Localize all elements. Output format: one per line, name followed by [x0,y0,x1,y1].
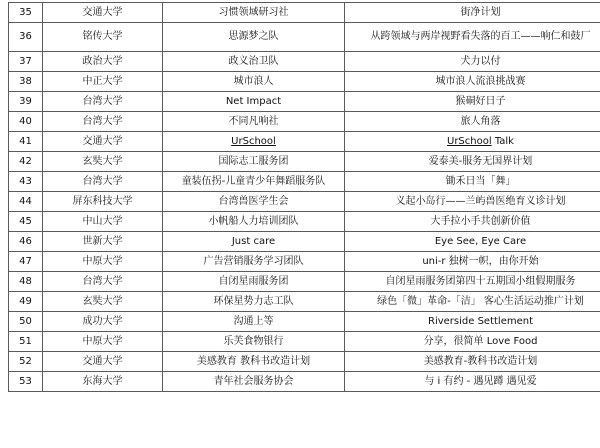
row-number-cell [9,252,43,272]
team-cell-text: 城市浪人 [233,75,274,87]
project-cell-text: 大手拉小手共创新价值 [430,215,531,227]
table-row [9,112,600,132]
project-cell [345,112,600,132]
team-cell [163,212,345,232]
project-cell [345,332,600,352]
project-cell [345,52,600,72]
school-cell [43,292,163,312]
school-cell-text: 中原大学 [82,255,123,267]
school-cell-text: 中原大学 [82,335,123,347]
row-number-cell [9,312,43,332]
school-cell [43,212,163,232]
row-number-cell [9,232,43,252]
team-cell [163,372,345,392]
row-number-cell-text: 43 [19,175,32,187]
team-cell-text: 台湾兽医学生会 [218,195,289,207]
table-row [9,92,600,112]
school-cell [43,112,163,132]
project-cell [345,172,600,192]
table-row [9,252,600,272]
row-number-cell-text: 40 [19,115,32,127]
row-number-cell [9,212,43,232]
row-number-cell-text: 37 [19,55,32,67]
table-row [9,52,600,72]
project-cell [345,92,600,112]
team-cell-text: 美感教育 教科书改造计划 [196,355,311,367]
project-cell-text: UrSchool Talk [447,135,514,147]
school-cell-text: 台湾大学 [82,95,123,107]
team-cell [163,252,345,272]
row-number-cell [9,372,43,392]
project-cell [345,352,600,372]
school-cell [43,152,163,172]
project-cell-text: uni-r 独树一帜，由你开始 [422,255,539,267]
project-cell-text: 锄禾日当「舞」 [445,175,516,187]
school-cell [43,232,163,252]
row-number-cell [9,332,43,352]
team-cell-text: UrSchool [231,135,276,147]
school-cell [43,3,163,23]
row-number-cell [9,112,43,132]
row-number-cell-text: 48 [19,275,32,287]
team-cell [163,272,345,292]
team-cell-text: 思源梦之队 [228,31,279,42]
school-cell-text: 东海大学 [82,375,123,387]
row-number-cell-text: 42 [19,155,32,167]
school-cell-text: 玄奘大学 [82,155,123,167]
table-row [9,132,600,152]
project-cell-text: 犬力以付 [460,55,501,67]
team-cell [163,23,345,52]
team-cell-text: 习惯领域研习社 [218,6,289,18]
table-row [9,152,600,172]
school-cell-text: 台湾大学 [82,175,123,187]
row-number-cell [9,152,43,172]
row-number-cell [9,192,43,212]
project-cell-text: 与 i 有约 - 遇见蹲 遇见爱 [424,375,537,387]
team-cell [163,112,345,132]
row-number-cell-text: 41 [19,135,32,147]
project-cell-text: 城市浪人流浪挑战赛 [435,75,526,87]
project-cell [345,132,600,152]
school-cell [43,52,163,72]
team-cell-text: 青年社会服务协会 [213,375,294,387]
project-cell-text: 猴硐好日子 [455,95,506,107]
row-number-cell-text: 39 [19,95,32,107]
row-number-cell-text: 50 [19,315,32,327]
team-cell-text: 童装伍拐-儿童青少年舞蹈服务队 [181,175,326,187]
school-cell [43,332,163,352]
school-cell-text: 交通大学 [82,6,123,18]
school-cell [43,172,163,192]
project-cell-text: Riverside Settlement [428,315,533,327]
row-number-cell [9,52,43,72]
row-number-cell-text: 47 [19,255,32,267]
team-cell [163,192,345,212]
project-cell-text: 义起小岛行——兰屿兽医绝育义诊计划 [395,195,566,207]
team-cell-text: 乐芙食物银行 [223,335,284,347]
project-cell [345,3,600,23]
project-cell [345,252,600,272]
row-number-cell [9,292,43,312]
table-row [9,23,600,52]
row-number-cell-text: 35 [19,6,32,18]
project-cell [345,72,600,92]
school-cell [43,312,163,332]
table-row [9,172,600,192]
school-cell [43,352,163,372]
team-cell [163,332,345,352]
project-cell-text: Eye See, Eye Care [434,235,527,247]
table-row [9,72,600,92]
school-cell-text: 中山大学 [82,215,123,227]
team-cell [163,92,345,112]
table-row [9,3,600,23]
team-cell [163,172,345,192]
table-row [9,212,600,232]
team-cell-text: 政义治卫队 [228,55,279,67]
school-cell-text: 世新大学 [82,235,123,247]
project-cell-text: 街净计划 [460,6,501,18]
school-cell-text: 铭传大学 [82,31,123,42]
project-cell [345,372,600,392]
row-number-cell [9,352,43,372]
project-cell [345,152,600,172]
team-cell-text: 自闭星雨服务团 [218,275,289,287]
school-cell [43,252,163,272]
team-cell-text: 沟通上等 [233,315,274,327]
team-cell-text: 不同凡响社 [228,115,279,127]
row-number-cell-text: 38 [19,75,32,87]
team-cell-text: Net Impact [225,95,282,107]
team-cell [163,3,345,23]
row-number-cell [9,23,43,52]
team-cell-text: 国际志工服务团 [218,155,289,167]
project-table-body [9,3,600,392]
project-cell [345,292,600,312]
row-number-cell-text: 45 [19,215,32,227]
project-cell [345,232,600,252]
project-cell [345,272,600,292]
row-number-cell [9,3,43,23]
school-cell [43,23,163,52]
project-cell-text: 分享，很简单 Love Food [423,335,538,347]
table-row [9,192,600,212]
team-cell [163,72,345,92]
row-number-cell [9,172,43,192]
project-cell-text: 自闭星雨服务团第四十五期国小组假期服务 [385,275,576,287]
team-cell [163,352,345,372]
team-cell-text: 小帆船人力培训团队 [208,215,299,227]
school-cell-text: 玄奘大学 [82,295,123,307]
team-cell-text: 广告营销服务学习团队 [203,255,304,267]
table-row [9,232,600,252]
project-cell-text: 绿色「微」革命-「洁」 客心生活运动推广计划 [377,295,584,307]
team-cell [163,132,345,152]
table-row [9,292,600,312]
school-cell-text: 政治大学 [82,55,123,67]
project-cell [345,192,600,212]
row-number-cell-text: 52 [19,355,32,367]
row-number-cell-text: 36 [19,31,32,42]
row-number-cell [9,132,43,152]
team-cell-text: 环保星势力志工队 [213,295,294,307]
school-cell-text: 屏东科技大学 [72,195,133,207]
row-number-cell [9,72,43,92]
project-cell-text: 爱泰美-服务无国界计划 [428,155,533,167]
school-cell-text: 成功大学 [82,315,123,327]
project-cell [345,23,600,52]
table-row [9,372,600,392]
team-cell [163,292,345,312]
table-row [9,272,600,292]
school-cell [43,272,163,292]
school-cell-text: 中正大学 [82,75,123,87]
school-cell [43,192,163,212]
project-cell-text: 美感教育-教科书改造计划 [423,355,538,367]
row-number-cell [9,272,43,292]
school-cell-text: 台湾大学 [82,275,123,287]
school-cell-text: 交通大学 [82,135,123,147]
team-cell-text: Just care [231,235,276,247]
school-cell [43,72,163,92]
row-number-cell [9,92,43,112]
project-cell-text: 从跨领域与两岸视野看失落的百工——响仁和鼓厂 [370,31,591,42]
row-number-cell-text: 49 [19,295,32,307]
row-number-cell-text: 44 [19,195,32,207]
row-number-cell-text: 46 [19,235,32,247]
table-row [9,352,600,372]
project-table [8,2,600,392]
table-row [9,312,600,332]
team-cell [163,232,345,252]
school-cell [43,92,163,112]
project-cell [345,312,600,332]
school-cell-text: 交通大学 [82,355,123,367]
school-cell-text: 台湾大学 [82,115,123,127]
project-cell-text: 旅人角落 [460,115,501,127]
school-cell [43,372,163,392]
row-number-cell-text: 53 [19,375,32,387]
project-cell [345,212,600,232]
table-row [9,332,600,352]
team-cell [163,152,345,172]
team-cell [163,312,345,332]
team-cell [163,52,345,72]
school-cell [43,132,163,152]
row-number-cell-text: 51 [19,335,32,347]
